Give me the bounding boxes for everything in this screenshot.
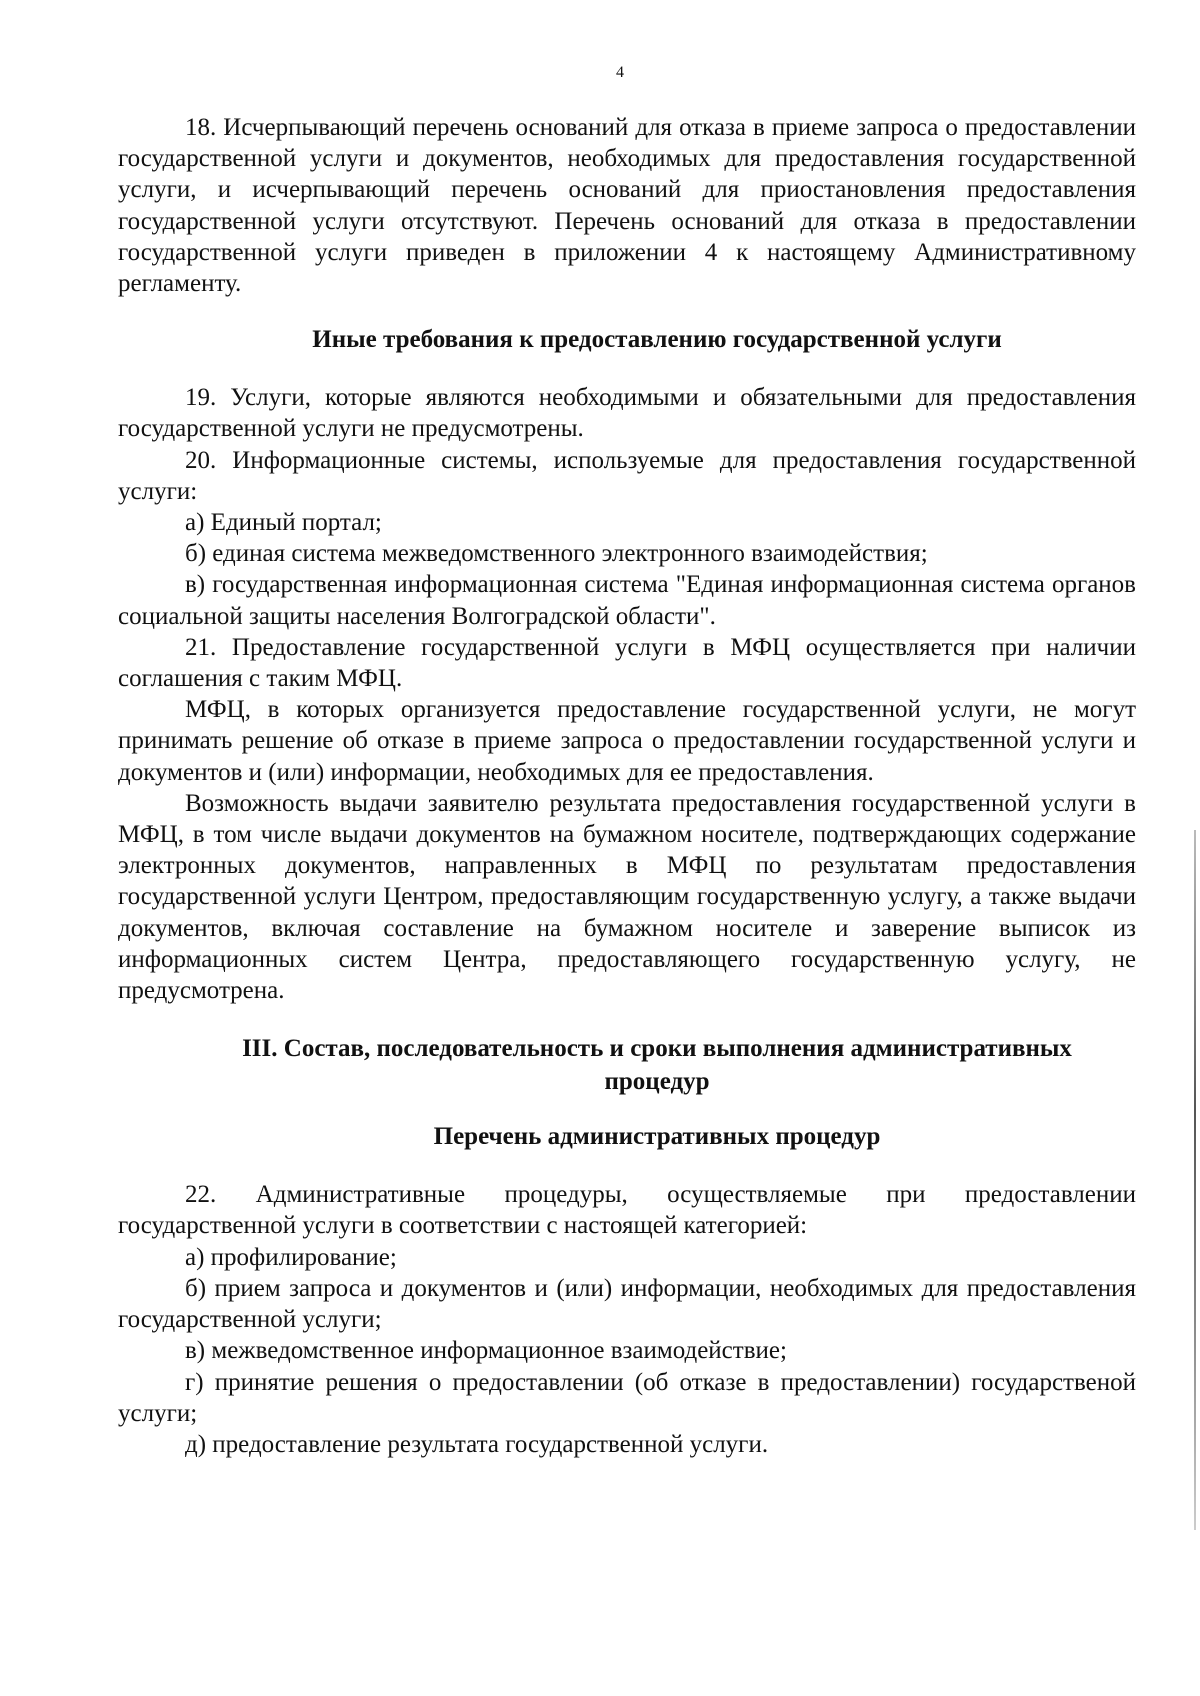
paragraph-21-mfc: МФЦ, в которых организуется предоставление государственной услуги, не могут принимать решение об отказе в приеме запроса о предоставлении государственной услуги и документов и (или) информации, необходимых для ее предоставления. <box>118 696 1136 786</box>
paragraph-19: 19. Услуги, которые являются необходимыми и обязательными для предоставления государственной услуги не предусмотрены. <box>118 384 1136 443</box>
paragraph-18: 18. Исчерпывающий перечень оснований для отказа в приеме запроса о предоставлении государственной услуги и документов, необходимых для предоставления государственной услуги, и исчерпывающий перечень оснований для приостановления предоставления государственной услуги отсутствуют. Перечень оснований для отказа в предоставлении государственной услуги приведен в приложении 4 к настоящему Административному регламенту. <box>118 114 1136 298</box>
list-item-22e: д) предоставление результата государственной услуги. <box>185 1430 769 1458</box>
heading-other-requirements: Иные требования к предоставлению государственной услуги <box>312 326 1002 354</box>
heading-procedures-list: Перечень административных процедур <box>433 1123 881 1151</box>
list-item-20a: а) Единый портал; <box>185 509 382 537</box>
section-heading-line-2: процедур <box>604 1068 710 1096</box>
paragraph-21: 21. Предоставление государственной услуги в МФЦ осуществляется при наличии соглашения с таким МФЦ. <box>118 633 1136 693</box>
paragraph-22: 22. Административные процедуры, осуществляемые при предоставлении государственной услуги в соответствии с настоящей категорией: <box>118 1181 1136 1240</box>
scan-edge-shadow <box>1194 830 1196 1530</box>
list-item-22b: б) прием запроса и документов и (или) информации, необходимых для предоставления государственной услуги; <box>118 1274 1136 1334</box>
section-heading-line-1: III. Состав, последовательность и сроки выполнения административных <box>242 1035 1072 1063</box>
list-item-22a: а) профилирование; <box>185 1243 397 1271</box>
list-item-20c: в) государственная информационная система "Единая информационная система органов социальной защиты населения Волгоградской области". <box>118 571 1136 630</box>
list-item-20b: б) единая система межведомственного электронного взаимодействия; <box>185 540 928 568</box>
page-number: 4 <box>616 64 624 81</box>
list-item-22d: г) принятие решения о предоставлении (об отказе в предоставлении) государственой услуги; <box>118 1368 1136 1427</box>
section-heading-iii <box>118 1032 1136 1098</box>
paragraph-21-possibility: Возможность выдачи заявителю результата предоставления государственной услуги в МФЦ, в том числе выдачи документов на бумажном носителе, подтверждающих содержание электронных документов, направленных в МФЦ по результатам предоставления государственной услуги Центром, предоставляющим государственную услугу, а также выдачи документов, включая составление на бумажном носителе и заверение выписок из информационных систем Центра, предоставляющего государственную услугу, не предусмотрена. <box>118 789 1136 1005</box>
document-body <box>118 112 1136 1460</box>
paragraph-20: 20. Информационные системы, используемые для предоставления государственной услуги: <box>118 446 1136 505</box>
list-item-22c: в) межведомственное информационное взаимодействие; <box>185 1337 787 1365</box>
